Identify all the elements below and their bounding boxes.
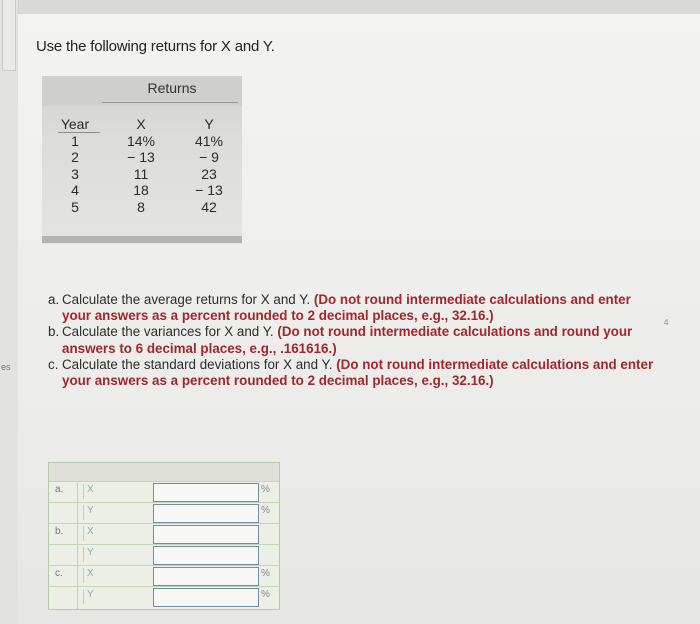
answer-table-header bbox=[49, 463, 279, 481]
x-cell: 14% bbox=[126, 132, 156, 149]
question-label: c. bbox=[48, 356, 59, 372]
year-cell: 4 bbox=[71, 182, 79, 198]
x-cell: 11 bbox=[133, 165, 149, 182]
returns-table-bottom-rule bbox=[42, 236, 242, 243]
y-cell: − 13 bbox=[195, 182, 223, 198]
returns-title: Returns bbox=[147, 80, 197, 96]
y-cell: − 9 bbox=[199, 149, 219, 165]
y-cell: 41% bbox=[194, 132, 224, 149]
y-header: Y bbox=[204, 116, 214, 132]
answer-variable: X bbox=[83, 526, 94, 541]
returns-title-rule bbox=[102, 102, 238, 103]
answer-variable: Y bbox=[83, 589, 94, 604]
question-text: Calculate the average returns for X and Y. bbox=[62, 292, 314, 307]
question-instruction: (Do not round intermediate calculations and enter your answers as a percent rounded to 2 decimal places, e.g., 32.16.) bbox=[62, 356, 654, 389]
question-a bbox=[48, 292, 658, 324]
x-cell: − 13 bbox=[127, 149, 155, 165]
answer-input-a-x[interactable] bbox=[153, 483, 259, 502]
answer-part-label: b. bbox=[55, 526, 64, 537]
returns-table bbox=[42, 76, 242, 244]
question-instruction: (Do not round intermediate calculations and enter your answers as a percent rounded to 2 decimal places, e.g., 32.16.) bbox=[62, 292, 631, 324]
year-cell: 1 bbox=[71, 132, 79, 149]
answer-unit: % bbox=[261, 484, 270, 495]
answer-part-label: a. bbox=[55, 484, 64, 495]
answer-variable: Y bbox=[83, 547, 94, 562]
y-cell: 42 bbox=[201, 198, 217, 215]
question-list bbox=[48, 292, 658, 389]
answer-unit: % bbox=[261, 589, 270, 600]
answer-variable: X bbox=[83, 484, 94, 499]
answer-unit: % bbox=[261, 568, 270, 579]
right-mark: 4 bbox=[664, 318, 669, 327]
answer-table bbox=[48, 462, 280, 610]
answer-variable: X bbox=[83, 568, 94, 583]
year-cell: 5 bbox=[71, 198, 79, 215]
intro-text: Use the following returns for X and Y. bbox=[36, 38, 275, 55]
question-b bbox=[48, 324, 658, 356]
question-label: b. bbox=[48, 324, 60, 340]
answer-row bbox=[49, 523, 279, 543]
x-cell: 8 bbox=[137, 198, 145, 215]
y-column bbox=[180, 116, 238, 215]
year-cell: 2 bbox=[71, 149, 79, 165]
answer-variable: Y bbox=[83, 505, 94, 520]
side-mark: es bbox=[1, 362, 11, 372]
left-margin-strip bbox=[0, 0, 19, 624]
x-header: X bbox=[136, 116, 146, 132]
question-c bbox=[48, 357, 658, 389]
x-column bbox=[112, 116, 170, 215]
year-cell: 3 bbox=[71, 165, 79, 182]
answer-input-b-x[interactable] bbox=[153, 525, 259, 544]
answer-part-label: c. bbox=[55, 568, 63, 579]
answer-row bbox=[49, 502, 279, 522]
question-text: Calculate the standard deviations for X and Y. bbox=[62, 356, 337, 372]
answer-unit: % bbox=[261, 505, 270, 516]
answer-input-b-y[interactable] bbox=[153, 546, 259, 565]
x-cell: 18 bbox=[133, 182, 149, 198]
question-instruction: (Do not round intermediate calculations and round your answers to 6 decimal places, e.g., .161616.) bbox=[62, 324, 633, 356]
question-label: a. bbox=[48, 292, 60, 307]
answer-row bbox=[49, 565, 279, 585]
answer-row bbox=[49, 481, 279, 501]
year-header: Year bbox=[60, 116, 90, 132]
answer-row bbox=[49, 544, 279, 564]
answer-input-c-x[interactable] bbox=[153, 567, 259, 586]
answer-input-c-y[interactable] bbox=[153, 588, 259, 607]
answer-row bbox=[49, 586, 279, 606]
side-tab[interactable] bbox=[2, 0, 16, 71]
question-text: Calculate the variances for X and Y. bbox=[62, 324, 278, 340]
year-column bbox=[50, 116, 100, 215]
y-cell: 23 bbox=[201, 165, 217, 182]
answer-input-a-y[interactable] bbox=[153, 504, 259, 523]
